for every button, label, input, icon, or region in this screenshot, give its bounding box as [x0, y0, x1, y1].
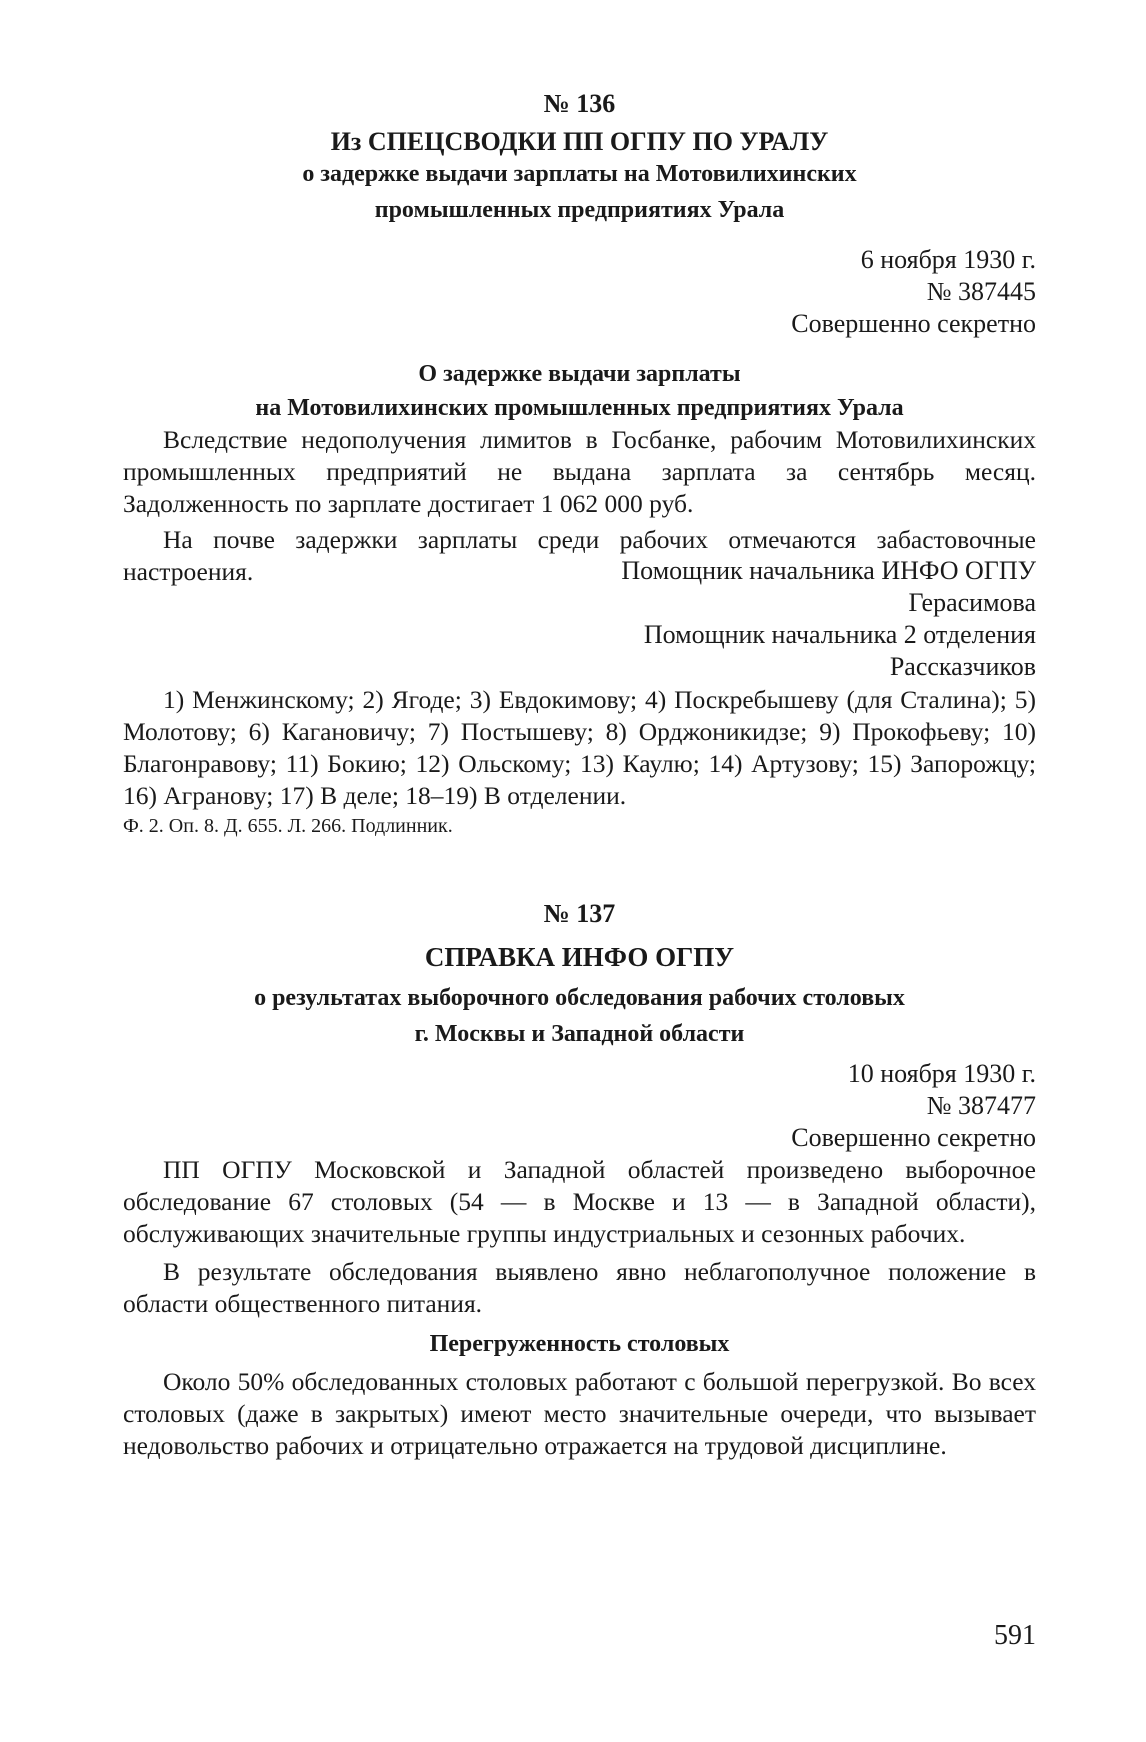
doc136-number: № 136 — [543, 89, 616, 118]
doc137-para2: В результате обследования выявлено явно неблагополучное положение в области общественного питания. — [123, 1257, 1036, 1318]
doc136-para1: Вследствие недополучения лимитов в Госбанке, рабочим Мотовилихинских промышленных предприятий не выдана зарплата за сентябрь месяц. Задолженность по зарплате достигает 1 062 000 руб. — [123, 425, 1036, 518]
doc136-title-line3: промышленных предприятиях Урала — [374, 197, 785, 223]
doc137-body — [123, 1154, 1036, 1462]
doc137-date: 10 ноября 1930 г. — [847, 1059, 1036, 1088]
doc137-classification: Совершенно секретно — [791, 1123, 1036, 1152]
doc136-reg-number: № 387445 — [926, 277, 1036, 306]
doc136-classification: Совершенно секретно — [791, 309, 1036, 338]
doc137-header — [123, 898, 1036, 1050]
doc136-date: 6 ноября 1930 г. — [860, 245, 1036, 274]
doc136-heading — [123, 358, 1036, 424]
doc136-title-line2: о задержке выдачи зарплаты на Мотовилихинских — [302, 161, 857, 187]
doc137-title-line2: о результатах выборочного обследования рабочих столовых — [254, 985, 905, 1011]
doc137-reg-number: № 387477 — [926, 1091, 1036, 1120]
doc136-recipients — [123, 684, 1036, 812]
doc136-sig1-name: Герасимова — [908, 588, 1036, 617]
doc136-title-line1: Из СПЕЦСВОДКИ ПП ОГПУ ПО УРАЛУ — [330, 127, 829, 156]
doc137-title-line1: СПРАВКА ИНФО ОГПУ — [424, 942, 735, 972]
doc137-para1: ПП ОГПУ Московской и Западной областей произведено выборочное обследование 67 столовых (54 — в Москве и 13 — в Западной области), обслуживающих значительные группы индустриальных и сезонных рабочих. — [123, 1155, 1036, 1248]
doc136-sig2-name: Рассказчиков — [889, 652, 1036, 681]
doc137-para3: Около 50% обследованных столовых работают с большой перегрузкой. Во всех столовых (даже в закрытых) имеют место значительные очереди, что вызывает недовольство рабочих и отрицательно отражается на трудовой дисциплине. — [123, 1367, 1036, 1460]
doc136-signatures — [123, 555, 1036, 683]
doc137-meta — [123, 1058, 1036, 1154]
doc137-number: № 137 — [543, 899, 616, 928]
doc136-sig1-role: Помощник начальника ИНФО ОГПУ — [621, 556, 1036, 585]
doc137-subheading: Перегруженность столовых — [429, 1331, 730, 1357]
doc136-archive-ref: Ф. 2. Оп. 8. Д. 655. Л. 266. Подлинник. — [123, 815, 453, 837]
doc136-heading-line1: О задержке выдачи зарплаты — [418, 361, 741, 387]
doc136-archive — [123, 812, 1036, 840]
doc136-recipients-text: 1) Менжинскому; 2) Ягоде; 3) Евдокимову; 4) Поскребышеву (для Сталина); 5) Молотову; 6) Кагановичу; 7) Постышеву; 8) Орджоникидзе; 9) Прокофьеву; 10) Благонравову; 11) Бокию; 12) Ольскому; 13) Каулю; 14) Артузову; 15) Запорожцу; 16) Агранову; 17) В деле; 18–19) В отделении. — [123, 685, 1036, 810]
doc136-para2: На почве задержки зарплаты среди рабочих отмечаются забастовочные настроения. — [123, 525, 1036, 586]
doc136-meta — [123, 244, 1036, 340]
doc136-sig2-role: Помощник начальника 2 отделения — [643, 620, 1036, 649]
doc136-heading-line2: на Мотовилихинских промышленных предприятиях Урала — [255, 395, 904, 421]
doc137-title-line3: г. Москвы и Западной области — [414, 1021, 745, 1047]
page-number: 591 — [994, 1620, 1036, 1651]
doc136-header — [123, 88, 1036, 226]
